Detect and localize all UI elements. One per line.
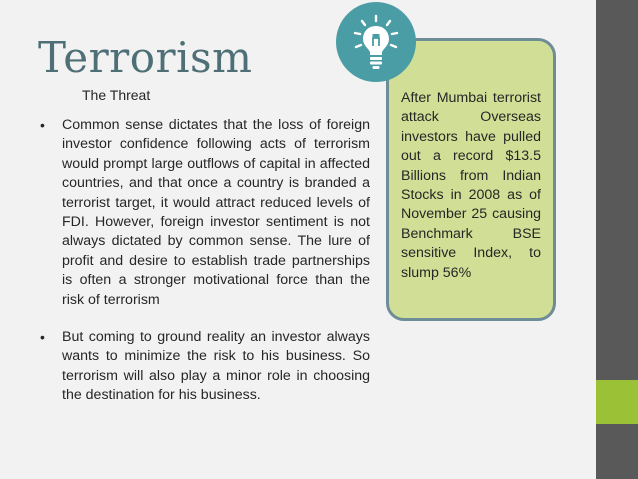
bullet-text: But coming to ground reality an investor always wants to minimize the risk to his business. So terrorism will also play a minor role in choosing the destination for his business.	[62, 329, 370, 404]
lightbulb-badge	[336, 2, 416, 82]
bullet-marker: •	[40, 117, 45, 133]
slide-subtitle: The Threat	[82, 87, 151, 103]
callout-text: After Mumbai terrorist attack Overseas investors have pulled out a record $13.5 Billions from Indian Stocks in 2008 as of November 25 causing Benchmark BSE sensitive Index, to slump 56%	[401, 90, 541, 281]
bullet-item	[30, 116, 370, 310]
bullet-item	[30, 328, 370, 406]
lightbulb-icon	[336, 2, 416, 82]
slide-title: Terrorism	[38, 33, 253, 82]
bullet-text: Common sense dictates that the loss of foreign investor confidence following acts of terrorism would prompt large outflows of capital in affected countries, and that once a country is branded a terrorist target, it would attract reduced levels of FDI. However, foreign investor sentiment is not always dictated by common sense. The lure of profit and desire to establish trade partnerships is often a stronger motivational force than the risk of terrorism	[62, 117, 370, 308]
bullet-marker: •	[40, 329, 45, 346]
bullet-list	[30, 116, 370, 406]
accent-block	[596, 380, 638, 424]
